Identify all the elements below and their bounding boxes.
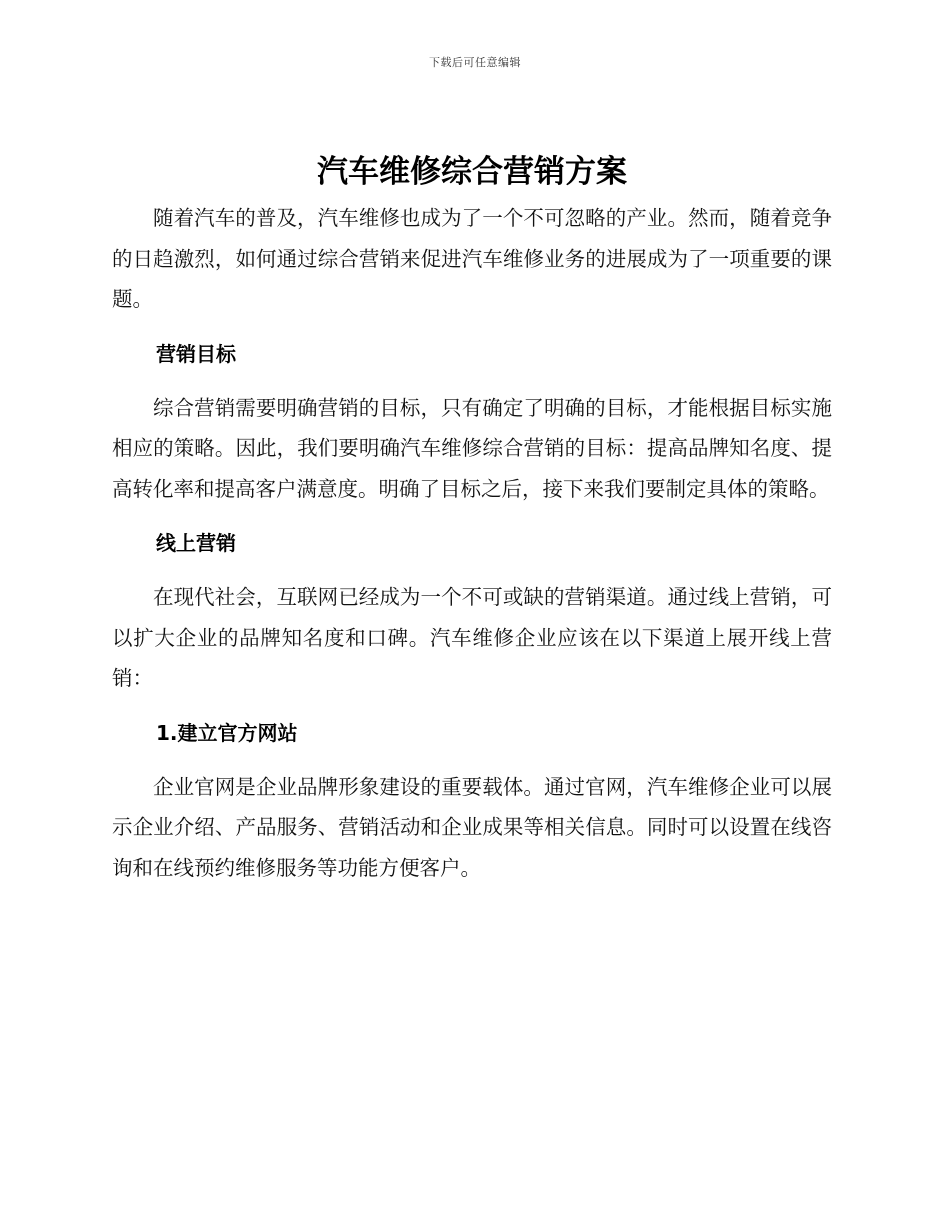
document-body bbox=[112, 146, 832, 888]
section-heading-online-marketing: 线上营销 bbox=[156, 531, 236, 555]
section-heading-official-website: 1.建立官方网站 bbox=[156, 720, 298, 745]
document-title: 汽车维修综合营销方案 bbox=[317, 154, 627, 190]
section-paragraph-marketing-goals: 综合营销需要明确营销的目标，只有确定了明确的目标，才能根据目标实施相应的策略。因此，我们要明确汽车维修综合营销的目标：提高品牌知名度、提高转化率和提高客户满意度。明确了目标之后，接下来我们要制定具体的策略。 bbox=[112, 395, 832, 501]
section-paragraph-official-website: 企业官网是企业品牌形象建设的重要载体。通过官网，汽车维修企业可以展示企业介绍、产品服务、营销活动和企业成果等相关信息。同时可以设置在线咨询和在线预约维修服务等功能方便客户。 bbox=[112, 774, 832, 880]
header-note: 下载后可任意编辑 bbox=[429, 56, 521, 69]
intro-paragraph: 随着汽车的普及，汽车维修也成为了一个不可忽略的产业。然而，随着竞争的日趋激烈，如何通过综合营销来促进汽车维修业务的进展成为了一项重要的课题。 bbox=[112, 206, 832, 311]
section-heading-marketing-goals: 营销目标 bbox=[156, 341, 236, 366]
section-paragraph-online-marketing: 在现代社会，互联网已经成为一个不可或缺的营销渠道。通过线上营销，可以扩大企业的品牌知名度和口碑。汽车维修企业应该在以下渠道上展开线上营销： bbox=[112, 585, 832, 690]
